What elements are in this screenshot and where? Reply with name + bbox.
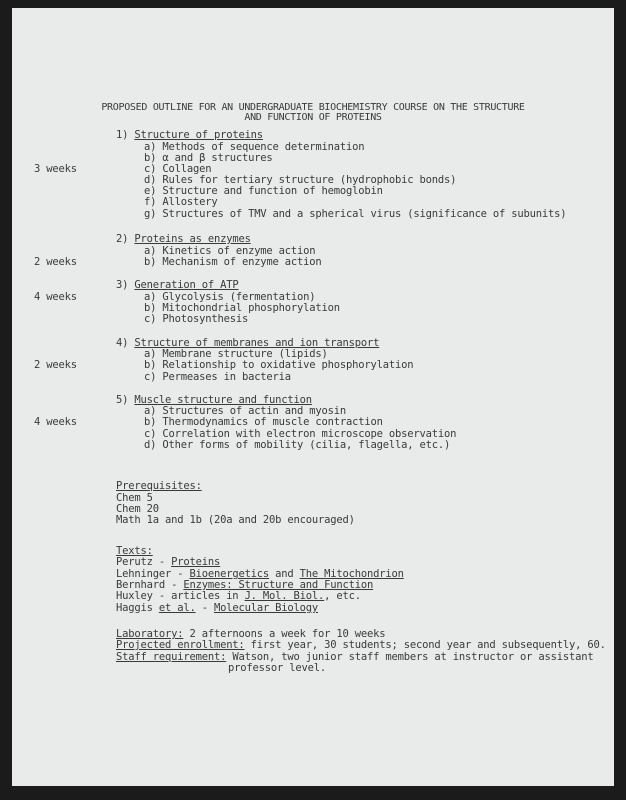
section-3-weeks: 4 weeks (34, 291, 77, 303)
section-5-item: d) Other forms of mobility (cilia, flagella, etc.) (144, 439, 451, 451)
prerequisite-item: Chem 5 (116, 492, 153, 504)
prerequisites-heading: Prerequisites: (116, 480, 202, 492)
section-1-heading: 1) Structure of proteins (116, 129, 263, 141)
section-1-item: b) α and β structures (144, 152, 273, 164)
prerequisite-item: Chem 20 (116, 503, 159, 515)
document-page (12, 8, 614, 786)
section-4-weeks: 2 weeks (34, 359, 77, 371)
section-2-item: a) Kinetics of enzyme action (144, 245, 316, 257)
text-lehninger: Lehninger - Bioenergetics and The Mitochondrion (116, 568, 404, 580)
laboratory-line: Laboratory: 2 afternoons a week for 10 weeks (116, 628, 386, 640)
section-1-weeks: 3 weeks (34, 163, 77, 175)
text-bernhard: Bernhard - Enzymes: Structure and Function (116, 579, 374, 591)
staff-line: Staff requirement: Watson, two junior staff members at instructor or assistant (116, 651, 594, 663)
section-1-item: a) Methods of sequence determination (144, 141, 365, 153)
section-4-item: b) Relationship to oxidative phosphorylation (144, 359, 414, 371)
section-5-heading: 5) Muscle structure and function (116, 394, 312, 406)
section-4-item: c) Permeases in bacteria (144, 371, 291, 383)
section-1-item: c) Collagen (144, 163, 212, 175)
title-line-2: AND FUNCTION OF PROTEINS (244, 112, 382, 123)
enrollment-line: Projected enrollment: first year, 30 students; second year and subsequently, 60. (116, 639, 606, 651)
section-3-item: a) Glycolysis (fermentation) (144, 291, 316, 303)
text-huxley: Huxley - articles in J. Mol. Biol., etc. (116, 590, 361, 602)
section-4-heading: 4) Structure of membranes and ion transport (116, 337, 380, 349)
section-1-item: g) Structures of TMV and a spherical virus (significance of subunits) (144, 208, 567, 220)
section-1-item: f) Allostery (144, 196, 218, 208)
staff-line-2: professor level. (228, 662, 326, 674)
section-5-item: c) Correlation with electron microscope observation (144, 428, 457, 440)
section-5-item: b) Thermodynamics of muscle contraction (144, 416, 383, 428)
section-3-heading: 3) Generation of ATP (116, 279, 239, 291)
section-4-item: a) Membrane structure (lipids) (144, 348, 328, 360)
prerequisite-item: Math 1a and 1b (20a and 20b encouraged) (116, 514, 355, 526)
section-1-item: d) Rules for tertiary structure (hydrophobic bonds) (144, 174, 457, 186)
section-5-weeks: 4 weeks (34, 416, 77, 428)
section-3-item: c) Photosynthesis (144, 313, 249, 325)
texts-heading: Texts: (116, 545, 153, 557)
section-2-heading: 2) Proteins as enzymes (116, 233, 251, 245)
section-3-item: b) Mitochondrial phosphorylation (144, 302, 340, 314)
section-2-weeks: 2 weeks (34, 256, 77, 268)
section-1-item: e) Structure and function of hemoglobin (144, 185, 383, 197)
section-2-item: b) Mechanism of enzyme action (144, 256, 322, 268)
text-perutz: Perutz - Proteins (116, 556, 221, 568)
title-line-1: PROPOSED OUTLINE FOR AN UNDERGRADUATE BIOCHEMISTRY COURSE ON THE STRUCTURE (101, 102, 525, 113)
text-haggis: Haggis et al. - Molecular Biology (116, 602, 319, 614)
section-5-item: a) Structures of actin and myosin (144, 405, 347, 417)
